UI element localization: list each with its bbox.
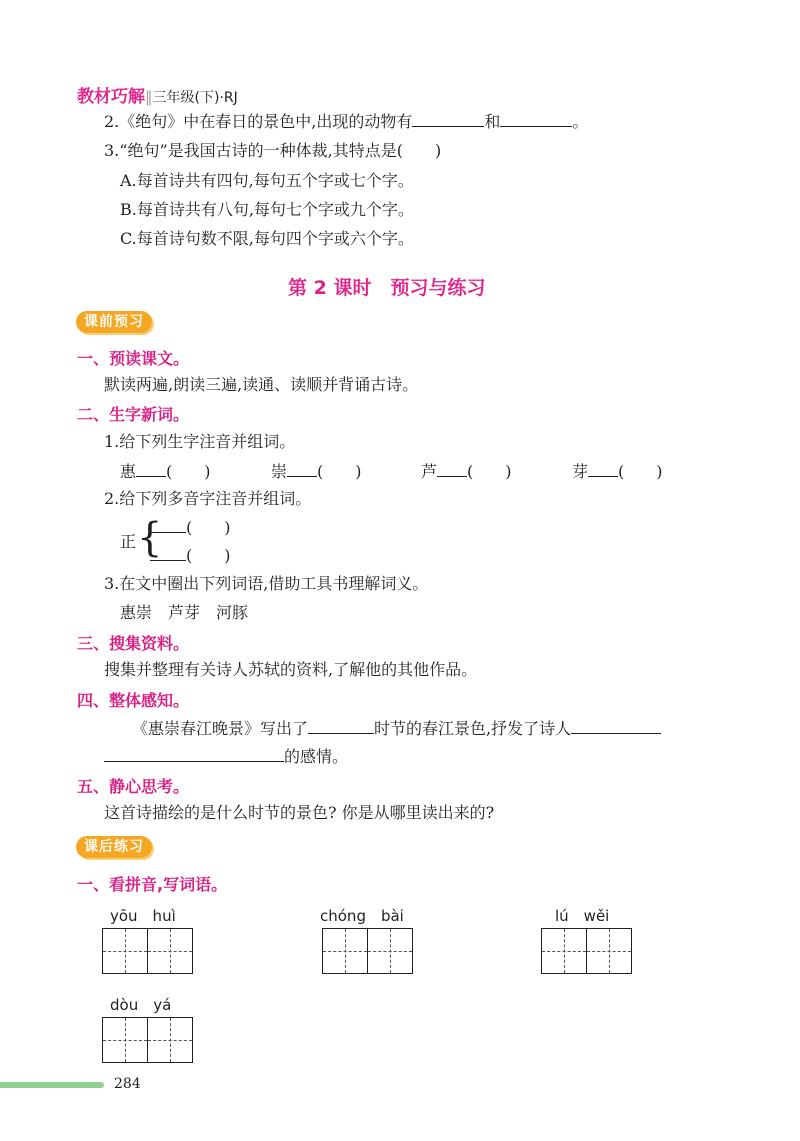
paren-blank[interactable]: ( ): [467, 462, 512, 481]
grade-label: 三年级(下)·RJ: [152, 90, 238, 106]
char-chong: 崇: [271, 462, 288, 481]
char-lu: 芦: [421, 462, 438, 481]
pinyin-label: lú wěi: [555, 907, 610, 925]
writing-grid[interactable]: [102, 1017, 193, 1063]
pinyin-blank[interactable]: [437, 460, 467, 477]
practice-badge: 课后练习: [76, 836, 152, 858]
word-list: 惠崇 芦芽 河豚: [120, 603, 249, 622]
pinyin-label: yōu huì: [110, 907, 176, 925]
page-header: [77, 82, 238, 107]
section-title-overall: 四、整体感知。: [77, 691, 190, 710]
overall-line-2: 的感情。: [104, 745, 348, 768]
paren-blank[interactable]: ( ): [186, 518, 231, 537]
pinyin-blank[interactable]: [287, 460, 317, 477]
writing-grid[interactable]: [102, 928, 193, 974]
char-row: [120, 460, 211, 483]
char-ya: 芽: [572, 462, 589, 481]
pinyin-blank[interactable]: [150, 516, 186, 533]
pinyin-label: chóng bài: [320, 907, 404, 925]
char-hui: 惠: [120, 462, 137, 481]
section-title-new-words: 二、生字新词。: [77, 405, 190, 424]
section-title-collect: 三、搜集资料。: [77, 634, 190, 653]
section-text-preread: 默读两遍,朗读三遍,读通、读顺并背诵古诗。: [104, 375, 419, 394]
poly-row-2: [150, 544, 231, 567]
item-annotate-chars: 1.给下列生字注音并组词。: [104, 432, 296, 451]
brace: {: [137, 515, 163, 561]
paren-blank[interactable]: ( ): [186, 546, 231, 565]
paren-blank[interactable]: ( ): [317, 462, 362, 481]
answer-blank[interactable]: [308, 717, 374, 734]
header-separator: ‖: [145, 88, 153, 106]
answer-blank[interactable]: [412, 110, 484, 127]
practice-title: 一、看拼音,写词语。: [77, 875, 228, 894]
section-text-think: 这首诗描绘的是什么时节的景色? 你是从哪里读出来的?: [104, 803, 495, 822]
pinyin-blank[interactable]: [136, 460, 166, 477]
answer-blank[interactable]: [104, 745, 284, 762]
pinyin-blank[interactable]: [588, 460, 618, 477]
section-title-preread: 一、预读课文。: [77, 349, 190, 368]
page-number: 284: [114, 1076, 141, 1092]
pinyin-label: dòu yá: [110, 996, 172, 1014]
overall-line-1: 《惠崇春江晚景》写出了 时节的春江景色,抒发了诗人: [132, 717, 661, 740]
section-text-collect: 搜集并整理有关诗人苏轼的资料,了解他的其他作品。: [104, 660, 478, 679]
question-2: 2.《绝句》中在春日的景色中,出现的动物有 和 。: [104, 112, 589, 131]
item-circle-words: 3.在文中圈出下列词语,借助工具书理解词义。: [104, 574, 429, 593]
item-polyphonic: 2.给下列多音字注音并组词。: [104, 489, 312, 508]
answer-blank[interactable]: [500, 110, 572, 127]
paren-blank[interactable]: ( ): [166, 462, 211, 481]
answer-blank[interactable]: [571, 717, 661, 734]
footer-bar: [0, 1082, 104, 1088]
section-title-think: 五、静心思考。: [77, 777, 190, 796]
option-c: C.每首诗句数不限,每句四个字或六个字。: [120, 229, 414, 248]
paren-blank[interactable]: ( ): [618, 462, 663, 481]
brand-title: 教材巧解: [77, 87, 145, 107]
option-b: B.每首诗共有八句,每句七个字或九个字。: [120, 200, 414, 219]
pinyin-blank[interactable]: [150, 544, 186, 561]
writing-grid[interactable]: [541, 928, 632, 974]
preview-badge: 课前预习: [76, 311, 152, 333]
poly-char: 正: [120, 532, 137, 551]
poly-row-1: [150, 516, 231, 539]
lesson-title: 第 2 课时 预习与练习: [288, 277, 486, 299]
option-a: A.每首诗共有四句,每句五个字或七个字。: [120, 171, 414, 190]
writing-grid[interactable]: [322, 928, 413, 974]
question-3: 3.“绝句”是我国古诗的一种体裁,其特点是( ): [104, 141, 442, 160]
